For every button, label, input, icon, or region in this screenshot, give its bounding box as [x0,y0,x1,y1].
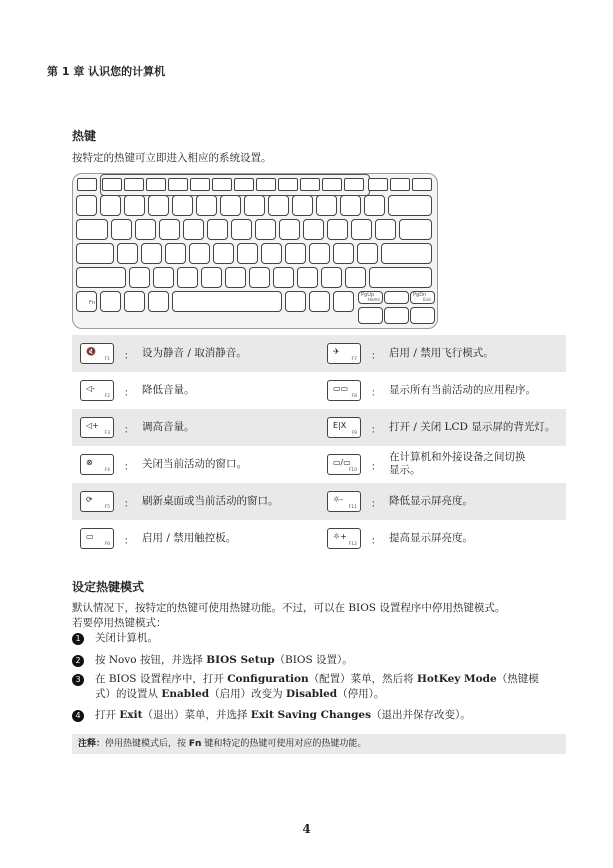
step-4-exit: Exit [119,709,143,721]
function-key [256,178,276,191]
step-3-line2-mid: （启用）改变为 [209,688,286,700]
key-glyph: ☼- [333,495,344,504]
step-4-mid1: （退出）菜单，并选择 [142,709,251,721]
keyboard-key [237,243,258,264]
fn-key [76,291,97,312]
mode-intro-line2: 若要停用热键模式： [72,617,167,629]
app-switch-icon [327,380,361,401]
key-glyph: ✈ [333,347,340,356]
fkey-label: F9 [351,431,357,436]
left-arrow-key [358,307,383,324]
keyboard-key [225,267,246,288]
step-4-exit-saving-changes: Exit Saving Changes [250,709,372,721]
end-label: End [423,297,431,302]
fkey-label: F5 [104,505,110,510]
keyboard-key [100,291,121,312]
fkey-label: F4 [104,468,110,473]
hotkey-row [72,409,566,446]
colon: ： [371,388,381,399]
step-2 [95,653,565,668]
keyboard-key [159,219,180,240]
hotkey-table [72,335,566,557]
step-1 [95,631,565,646]
right-shift-key [369,267,432,288]
fkey-label: F3 [104,431,110,436]
keyboard-key [141,243,162,264]
pgup-home-key [358,291,383,304]
step-4-post: （退出并保存改变）。 [371,709,471,721]
keyboard-key [327,219,348,240]
fn-key-label: Fn [89,300,96,306]
step-2-post: （BIOS 设置）。 [274,654,353,666]
pgdn-label: PgDn [413,292,427,298]
hotkey-row [72,446,566,483]
keyboard-key [316,195,337,216]
key-glyph: ▭▭ [333,384,349,393]
fkey-label: F12 [348,542,357,547]
step-3-enabled: Enabled [161,688,210,700]
key-glyph: ⟳ [86,495,93,504]
fkey-label: F2 [104,394,110,399]
keyboard-key [285,291,306,312]
keyboard-key [279,219,300,240]
keyboard-key [357,243,378,264]
key-glyph: 🔇 [86,347,96,356]
hotkey-description: 降低显示屏亮度。 [389,495,473,507]
function-key [368,178,388,191]
hotkey-description: 设为静音 / 取消静音。 [142,347,247,359]
step-number-2: 2 [72,655,84,667]
hotkey-row [72,335,566,372]
keyboard-key [165,243,186,264]
hotkey-description: 启用 / 禁用飞行模式。 [389,347,494,359]
space-key [172,291,282,312]
step-4 [95,708,565,723]
key-glyph: ◁- [86,384,96,393]
hotkey-description [389,451,526,477]
key-glyph: ☼+ [333,532,347,541]
desc-line1: 在计算机和外接设备之间切换 [389,451,526,463]
keyboard-key [153,267,174,288]
keyboard-key [249,267,270,288]
keyboard-key [220,195,241,216]
keyboard-key [255,219,276,240]
function-key [412,178,432,191]
step-number-1: 1 [72,633,84,645]
fkey-label: F10 [348,468,357,473]
step-3-disabled: Disabled [285,688,338,700]
refresh-icon [80,491,114,512]
keyboard-key [100,195,121,216]
up-arrow-key [384,291,409,304]
colon: ： [124,536,134,547]
keyboard-key [117,243,138,264]
hotkey-description: 打开 / 关闭 LCD 显示屏的背光灯。 [389,421,556,433]
keyboard-key [111,219,132,240]
keyboard-key [309,243,330,264]
keyboard-key [292,195,313,216]
step-3-pre: 在 BIOS 设置程序中，打开 [95,673,228,685]
note-box [72,734,566,754]
step-3-configuration: Configuration [227,673,309,685]
touchpad-icon [80,528,114,549]
note-pre: 停用热键模式后，按 [105,739,189,749]
function-key [124,178,144,191]
keyboard-key [351,219,372,240]
desc-line2: 显示。 [389,464,421,476]
keyboard-key [375,219,396,240]
hotkey-description: 刷新桌面或当前活动的窗口。 [142,495,279,507]
mute-icon [80,343,114,364]
fkey-label: F8 [351,394,357,399]
function-key [390,178,410,191]
tab-key [76,219,108,240]
airplane-icon [327,343,361,364]
function-key [234,178,254,191]
key-glyph: E|X [333,421,347,430]
hotkey-description: 关闭当前活动的窗口。 [142,458,247,470]
step-3-line2-post: （停用）。 [337,688,385,700]
keyboard-key [196,195,217,216]
step-4-pre: 打开 [95,709,120,721]
mode-intro-line1: 默认情况下，按特定的热键可使用热键功能。不过，可以在 BIOS 设置程序中停用热键模式。 [72,602,506,614]
caps-lock-key [76,243,114,264]
step-3-mid1: （配置）菜单，然后将 [308,673,417,685]
keyboard-key [231,219,252,240]
close-window-icon [80,454,114,475]
lcd-backlight-icon [327,417,361,438]
enter-key [381,243,432,264]
backspace-key [388,195,432,216]
function-key [344,178,364,191]
step-number-3: 3 [72,674,84,686]
keyboard-key [321,267,342,288]
colon: ： [371,425,381,436]
fkey-label: F11 [348,505,357,510]
step-2-pre: 按 Novo 按钮，并选择 [95,654,207,666]
keyboard-key [261,243,282,264]
fkey-label: F1 [104,357,110,362]
colon: ： [124,388,134,399]
fkey-label: F7 [351,357,357,362]
keyboard-key [309,291,330,312]
key-glyph: ▭ [86,532,94,541]
step-3-line2-pre: 式）的设置从 [95,688,162,700]
note-label: 注释： [78,739,106,749]
right-arrow-key [410,307,435,324]
step-3-hotkey-mode: HotKey Mode [416,673,497,685]
down-arrow-key [384,307,409,324]
keyboard-key [201,267,222,288]
keyboard-key [172,195,193,216]
fkey-label: F6 [104,542,110,547]
display-switch-icon [327,454,361,475]
keyboard-key [189,243,210,264]
step-3 [95,672,565,702]
keyboard-key [399,219,432,240]
step-3-mid2: （热键模 [496,673,539,685]
left-shift-key [76,267,126,288]
keyboard-key [183,219,204,240]
key-glyph: ⊗ [86,458,93,467]
function-key [212,178,232,191]
step-number-4: 4 [72,710,84,722]
hotkeys-intro: 按特定的热键可立即进入相应的系统设置。 [72,152,272,164]
function-key [278,178,298,191]
home-label: Home [368,297,380,302]
volume-up-icon [80,417,114,438]
key-glyph: ▭/▭ [333,458,351,467]
step-2-bios-setup: BIOS Setup [206,654,275,666]
keyboard-key [345,267,366,288]
pgdn-end-key [410,291,435,304]
keyboard-key [124,195,145,216]
colon: ： [124,425,134,436]
brightness-up-icon [327,528,361,549]
colon: ： [371,462,381,473]
note-post: 键和特定的热键可使用对应的热键功能。 [201,739,367,749]
colon: ： [371,351,381,362]
volume-down-icon [80,380,114,401]
keyboard-key [285,243,306,264]
hotkey-row [72,483,566,520]
keyboard-key [364,195,385,216]
keyboard-key [124,291,145,312]
colon: ： [124,351,134,362]
colon: ： [124,499,134,510]
key-glyph: ◁+ [86,421,99,430]
page-number: 4 [302,822,311,836]
hotkey-description: 显示所有当前活动的应用程序。 [389,384,536,396]
brightness-down-icon [327,491,361,512]
function-key [77,178,97,191]
keyboard-key [76,195,97,216]
note-fn: Fn [188,739,202,749]
colon: ： [371,499,381,510]
keyboard-key [177,267,198,288]
keyboard-key [135,219,156,240]
pgup-label: PgUp [361,292,375,298]
colon: ： [371,536,381,547]
function-key [322,178,342,191]
hotkey-description: 降低音量。 [142,384,195,396]
keyboard-key [207,219,228,240]
hotkey-description: 提高显示屏亮度。 [389,532,473,544]
keyboard-key [333,243,354,264]
function-key [102,178,122,191]
keyboard-key [297,267,318,288]
keyboard-key [333,291,354,312]
colon: ： [124,462,134,473]
keyboard-key [213,243,234,264]
keyboard-key [148,195,169,216]
keyboard-key [340,195,361,216]
hotkey-row [72,520,566,557]
step-1-text: 关闭计算机。 [95,632,158,644]
hotkey-description: 调高音量。 [142,421,195,433]
keyboard-illustration [72,173,438,329]
keyboard-key [268,195,289,216]
keyboard-key [244,195,265,216]
keyboard-key [273,267,294,288]
function-key [190,178,210,191]
keyboard-key [148,291,169,312]
function-key [300,178,320,191]
hotkey-description: 启用 / 禁用触控板。 [142,532,237,544]
function-key [168,178,188,191]
hotkey-mode-heading: 设定热键模式 [72,580,145,594]
keyboard-key [129,267,150,288]
keyboard-key [303,219,324,240]
chapter-title: 第 1 章 认识您的计算机 [47,65,166,78]
hotkey-row [72,372,566,409]
function-key [146,178,166,191]
hotkeys-heading: 热键 [72,129,97,143]
